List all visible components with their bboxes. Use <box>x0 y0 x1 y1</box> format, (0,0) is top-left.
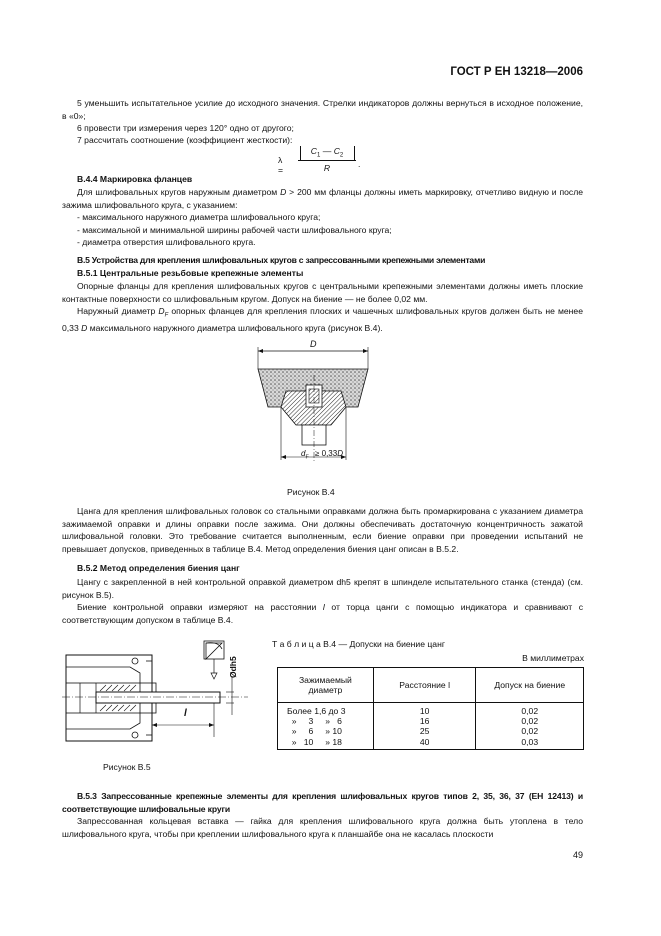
section-b51-p1: Опорные фланцы для крепления шлифовальных кругов с центральными крепежными элементами должны иметь плоские контактные поверхности со шлифовальным кругом. Допуск на биение — не более 0,02 мм. <box>62 281 583 304</box>
document-header: ГОСТ Р ЕН 13218—2006 <box>450 66 583 78</box>
formula-denominator: R <box>323 163 331 173</box>
formula-numerator: $C_1$ — $C_2$ <box>310 146 344 159</box>
list-item: - диаметра отверстия шлифовального круга. <box>77 237 256 247</box>
table-row: » 10 » 18 40 0,03 <box>278 737 584 750</box>
step-7: 7 рассчитать соотношение (коэффициент жесткости): <box>77 135 293 145</box>
section-b52-title: В.5.2 Метод определения биения цанг <box>77 563 240 573</box>
table-row: » 3 » 6 16 0,02 <box>278 716 584 726</box>
formula-lambda: λ = <box>278 155 284 175</box>
table-b4 <box>277 667 584 750</box>
table-row: » 6 » 10 25 0,02 <box>278 726 584 736</box>
figure-b4-label-d: D <box>310 339 317 349</box>
page-number: 49 <box>572 850 583 860</box>
list-item: - максимального наружного диаметра шлифовального круга; <box>77 212 321 222</box>
table-header-cell: Зажимаемый диаметр <box>278 668 374 703</box>
section-b53-p1: Запрессованная кольцевая вставка — гайка для крепления шлифовального круга должна быть утоплена в тело шлифовального круга, чтобы при креплении шлифовального круга к планшайбе она не касалась плоскости <box>62 816 583 839</box>
table-row: Более 1,6 до 3 10 0,02 <box>278 703 584 717</box>
figure-b5-caption: Рисунок В.5 <box>103 762 151 772</box>
figure-b5-drawing <box>60 637 260 755</box>
figure-b4-drawing <box>246 335 381 470</box>
section-b51-p2: Наружный диаметр $D_F$ опорных фланцев для крепления плоских и чашечных шлифовальных кругов должен быть не менее 0,33 D максимального наружного диаметра шлифовального круга (рисунок В.4). <box>62 306 583 334</box>
figure-b5-label-l: l <box>184 708 187 719</box>
figure-b4-label-033d: ≥ 0,33D <box>315 449 343 458</box>
figure-b4-caption: Рисунок В.4 <box>287 487 335 497</box>
step-6: 6 провести три измерения через 120° одно от другого; <box>77 123 294 133</box>
figure-b4-label-df: $d_F$ <box>301 449 309 461</box>
section-b52-p1: Цангу с закрепленной в ней контрольной оправкой диаметром dh5 крепят в шпинделе испытательного станка (стенда) (см. рисунок В.5). <box>62 577 583 600</box>
figure-b5-label-dh5: Ødh5 <box>228 656 238 678</box>
step-5: 5 уменьшить испытательное усилие до исходного значения. Стрелки индикаторов должны вернуться в исходное положение, в «0»; <box>62 98 583 121</box>
collet-paragraph: Цанга для крепления шлифовальных головок со стальными оправками должна быть промаркирована с указанием диаметра зажимаемой оправки и длины оправки после зажима. Они должны обеспечивать достаточную концентричность зажатой шлифовальной головки. Это требование считается выполненным, если биение оправки при проведении испытаний не превышает допусков, приведенных в таблице В.4. Метод определения биения цанг описан в В.5.2. <box>62 506 583 555</box>
table-b4-title: Т а б л и ц а В.4 — Допуски на биение цанг <box>272 639 445 649</box>
list-item: - максимальной и минимальной ширины рабочей части шлифовального круга; <box>77 225 392 235</box>
table-header-cell: Расстояние l <box>373 668 476 703</box>
section-b44-text: Для шлифовальных кругов наружным диаметром D > 200 мм фланцы должны иметь маркировку, отчетливо видную и после зажима шлифовального круга, с указанием: <box>62 187 583 210</box>
section-b51-title: В.5.1 Центральные резьбовые крепежные элементы <box>77 268 304 278</box>
section-b52-p2: Биение контрольной оправки измеряют на расстоянии l от торца цанги с помощью индикатора и сравнивают с соответствующим допуском в таблице В.4. <box>62 602 584 625</box>
section-b53-title: В.5.3 Запрессованные крепежные элементы для крепления шлифовальных кругов типов 2, 35, 36, 37 (ЕН 12413) и соответствующие шлифовальные круги <box>62 791 583 814</box>
table-b4-units: В миллиметрах <box>522 653 584 663</box>
section-b5-title: В.5 Устройства для крепления шлифовальных кругов с запрессованными крепежными элементами <box>77 255 486 265</box>
section-b44-title: В.4.4 Маркировка фланцев <box>77 174 193 184</box>
table-header-cell: Допуск на биение <box>476 668 584 703</box>
